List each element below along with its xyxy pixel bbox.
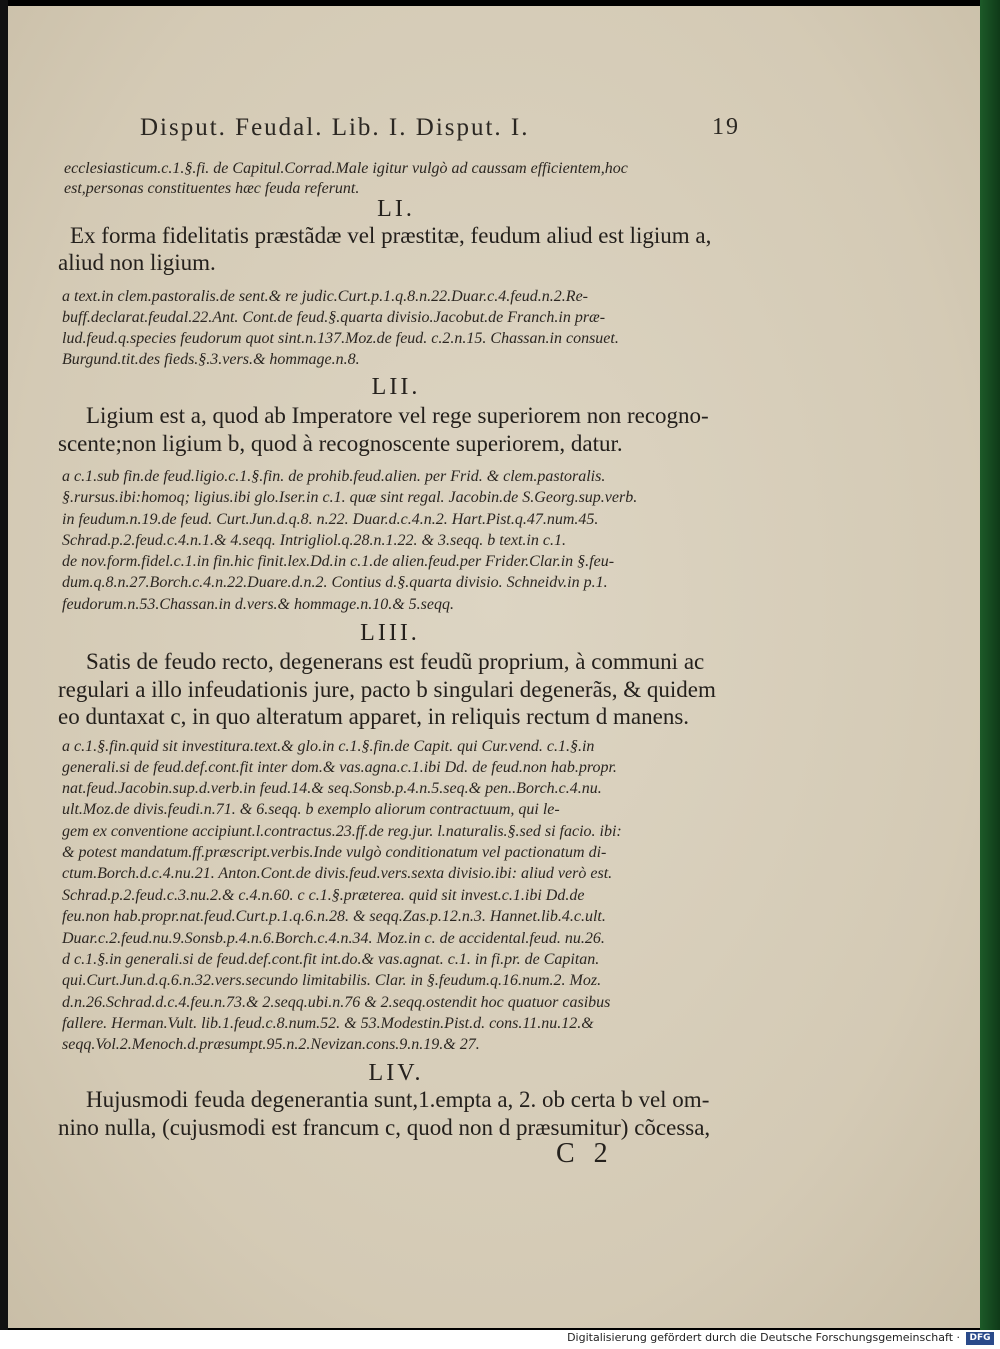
section-number: LIV. — [368, 1060, 424, 1086]
footnote-line: nat.feud.Jacobin.sup.d.verb.in feud.14.& seq.Sonsb.p.4.n.5.seq.& pen..Borch.c.4.nu. — [62, 780, 602, 797]
section-body-line: Hujusmodi feuda degenerantia sunt,1.empta a, 2. ob certa b vel om- — [86, 1087, 710, 1112]
section-body-line: Ligium est a, quod ab Imperatore vel rege superiorem non recogno- — [86, 403, 709, 428]
section-body-line: aliud non ligium. — [58, 250, 216, 275]
section-body-line: Ex forma fidelitatis præstãdæ vel præstitæ, feudum aliud est ligium a, — [70, 223, 712, 248]
running-title: Disput. Feudal. Lib. I. Disput. I. — [140, 114, 530, 141]
section-number: LI. — [377, 196, 415, 222]
footnote-line: dum.q.8.n.27.Borch.c.4.n.22.Duare.d.n.2. Contius d.§.quarta divisio. Schneidv.in p.1. — [62, 574, 608, 591]
footnote-line: Burgund.tit.des fieds.§.3.vers.& hommage.n.8. — [62, 351, 360, 368]
footnote-line: & potest mandatum.ff.præscript.verbis.Inde vulgò conditionatum vel pactionatum di- — [62, 844, 607, 861]
footnote-line: Schrad.p.2.feud.c.3.nu.2.& c.4.n.60. c c.1.§.præterea. quid sit invest.c.1.ibi Dd.de — [62, 887, 585, 904]
digitization-credit: Digitalisierung gefördert durch die Deutsche Forschungsgemeinschaft · — [567, 1331, 960, 1344]
section-number: LII. — [371, 374, 421, 400]
footnote-line: fallere. Herman.Vult. lib.1.feud.c.8.num.52. & 53.Modestin.Pist.d. cons.11.nu.12.& — [62, 1015, 594, 1032]
footnote-line: Schrad.p.2.feud.c.4.n.1.& 4.seqq. Intrigliol.q.28.n.1.22. & 3.seqq. b text.in c.1. — [62, 532, 566, 549]
footnote-line: de nov.form.fidel.c.1.in fin.hic finit.lex.Dd.in c.1.de alien.feud.per Frider.Clar.in §.feu- — [62, 553, 615, 570]
section-body-line: regulari a illo infeudationis jure, pacto b singulari degenerãs, & quidem — [58, 677, 716, 702]
footnote-line: generali.si de feud.def.cont.fit inter dom.& vas.agna.c.1.ibi Dd. de feud.non hab.propr. — [62, 759, 617, 776]
footnote-line: a text.in clem.pastoralis.de sent.& re judic.Curt.p.1.q.8.n.22.Duar.c.4.feud.n.2.Re- — [62, 288, 589, 305]
footnote-line: a c.1.§.fin.quid sit investitura.text.& glo.in c.1.§.fin.de Capit. qui Cur.vend. c.1.§.in — [62, 738, 595, 755]
signature-mark: C 2 — [556, 1138, 614, 1169]
footnote-line: gem ex conventione accipiunt.l.contractus.23.ff.de reg.jur. l.naturalis.§.sed si facio. ibi: — [62, 823, 622, 840]
footnote-line: Duar.c.2.feud.nu.9.Sonsb.p.4.n.6.Borch.c.4.n.34. Moz.in c. de accidental.feud. nu.26. — [62, 930, 605, 947]
footnote-line: in feudum.n.19.de feud. Curt.Jun.d.q.8. n.22. Duar.d.c.4.n.2. Hart.Pist.q.47.num.45. — [62, 511, 599, 528]
intro-note-line: ecclesiasticum.c.1.§.fi. de Capitul.Corrad.Male igitur vulgò ad caussam efficientem,hoc — [64, 160, 628, 177]
scan-border-left — [0, 0, 8, 1330]
section-body-line: Satis de feudo recto, degenerans est feudũ proprium, à communi ac — [86, 649, 705, 674]
running-header — [140, 114, 740, 150]
footnote-line: feudorum.n.53.Chassan.in d.vers.& hommage.n.10.& 5.seqq. — [62, 596, 454, 613]
section-body-line: eo duntaxat c, in quo alteratum apparet, in reliquis rectum d manens. — [58, 704, 690, 729]
section-number: LIII. — [360, 620, 420, 646]
footnote-line: d.n.26.Schrad.d.c.4.feu.n.73.& 2.seqq.ubi.n.76 & 2.seqq.ostendit hoc quatuor casibus — [62, 994, 611, 1011]
footnote-line: a c.1.sub fin.de feud.ligio.c.1.§.fin. de prohib.feud.alien. per Frid. & clem.pastoralis. — [62, 468, 606, 485]
section-body-line: nino nulla, (cujusmodi est francum c, quod non d præsumitur) cõcessa, — [58, 1115, 711, 1140]
footnote-line: buff.declarat.feudal.22.Ant. Cont.de feud.§.quarta divisio.Jacobut.de Franch.in præ- — [62, 309, 606, 326]
scan-background-right — [980, 0, 1000, 1330]
footnote-line: feu.non hab.propr.nat.feud.Curt.p.1.q.6.n.28. & seqq.Zas.p.12.n.3. Hannet.lib.4.c.ult. — [62, 908, 606, 925]
footnote-line: d c.1.§.in generali.si de feud.def.cont.fit int.do.& vas.agnat. c.1. in fi.pr. de Capitan. — [62, 951, 600, 968]
footnote-line: lud.feud.q.species feudorum quot sint.n.137.Moz.de feud. c.2.n.15. Chassan.in consuet. — [62, 330, 619, 347]
footnote-line: seqq.Vol.2.Menoch.d.præsumpt.95.n.2.Nevizan.cons.9.n.19.& 27. — [62, 1036, 480, 1053]
footnote-line: §.rursus.ibi:homoq; ligius.ibi glo.Iser.in c.1. quæ sint regal. Jacobin.de S.Georg.sup.verb. — [62, 489, 638, 506]
footnote-line: ctum.Borch.d.c.4.nu.21. Anton.Cont.de divis.feud.vers.sexta divisio.ibi: aliud verò est. — [62, 865, 613, 882]
dfg-logo-icon: DFG — [966, 1332, 994, 1345]
footnote-line: qui.Curt.Jun.d.q.6.n.32.vers.secundo limitabilis. Clar. in §.feudum.q.16.num.2. Moz. — [62, 972, 602, 989]
footnote-line: ult.Moz.de divis.feudi.n.71. & 6.seqq. b exemplo aliorum contractuum, qui le- — [62, 801, 560, 818]
section-body-line: scente;non ligium b, quod à recognoscente superiorem, datur. — [58, 431, 623, 456]
page-number: 19 — [712, 114, 740, 140]
intro-note-line: est,personas constituentes hæc feuda referunt. — [64, 180, 360, 197]
